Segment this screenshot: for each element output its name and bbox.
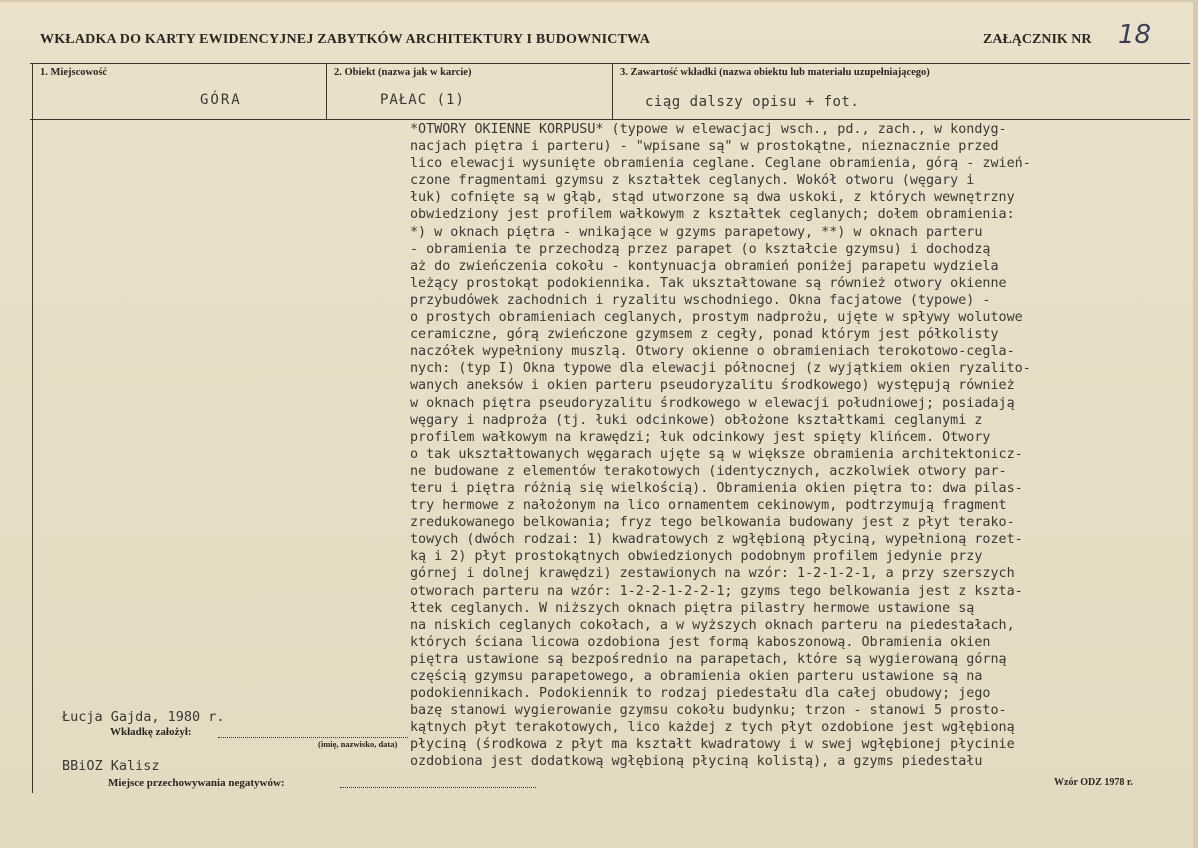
text-line: kątnych płyt terakotowych, lico każdej z tych płyt ozdobione jest wgłębioną — [410, 720, 1015, 736]
author-label: Wkładkę założył: — [110, 726, 192, 738]
text-line: nych: (typ I) Okna typowe dla elewacji północnej (z wyjątkiem okien ryzalito- — [410, 361, 1031, 377]
storage-line — [340, 787, 536, 788]
text-line: górnej i dolnej krawędzi) zestawionych na wzór: 1-2-1-2-1, a przy szerszych — [410, 566, 1015, 582]
text-line: naczółek wypełniony muszlą. Otwory okienne o obramieniach terokotowo-cegla- — [410, 344, 1015, 360]
text-line: piętra ustawione są bezpośrednio na parapetach, które są wygierowaną górną — [410, 651, 1007, 667]
author-value: Łucja Gajda, 1980 r. — [62, 709, 225, 725]
fields-rule — [30, 119, 1190, 120]
text-line: nacjach piętra i parteru) - "wpisane są" w prostokątne, nieznacznie przed — [410, 139, 999, 155]
text-line: wanych aneksów i okien parteru pseudoryzalitu środkowego) występują również — [410, 378, 1015, 394]
field-divider-1 — [326, 63, 327, 119]
object-value: PAŁAC (1) — [380, 92, 465, 108]
form-code: Wzór ODZ 1978 r. — [1054, 777, 1133, 788]
text-line: zredukowanego belkowania; fryz tego belkowania budowany jest z płyt terako- — [410, 515, 1015, 531]
text-line: - obramienia te przechodzą przez parapet (o kształcie gzymsu) i dochodzą — [410, 241, 991, 257]
locality-label: 1. Miejscowość — [40, 67, 108, 78]
text-line: łtek ceglanych. W niższych oknach piętra pilastry hermowe ustawione są — [410, 600, 975, 616]
storage-label: Miejsce przechowywania negatywów: — [108, 777, 285, 789]
text-line: aż do zwieńczenia cokołu - kontynuacja obramień poniżej parapetu wydziela — [410, 258, 999, 274]
text-line: o prostych obramieniach ceglanych, prostym nadprożu, ujęte w spływy wolutowe — [410, 310, 1023, 326]
text-line: o tak ukształtowanych węgarach ujęte są w większe obramienia architektonicz- — [410, 446, 1023, 462]
author-line — [218, 737, 408, 738]
text-line: profilem wałkowym na krawędzi; łuk odcinkowy jest spięty klińcem. Otwory — [410, 429, 991, 445]
text-line: *OTWORY OKIENNE KORPUSU* (typowe w elewacjacj wsch., pd., zach., w kondyg- — [410, 122, 1007, 137]
text-line: towych (dwóch rodzai: 1) kwadratowych z wgłębioną płyciną, wypełnioną rozet- — [410, 532, 1023, 548]
text-line: lico elewacji wysunięte obramienia ceglane. Ceglane obramienia, górą - zwień- — [410, 156, 1031, 172]
card-edge-right — [1193, 0, 1198, 848]
text-line: w oknach piętra pseudoryzalitu środkowego w elewacji południowej; posiadają — [410, 395, 1015, 411]
text-line: teru i piętra różnią się wielkością). Obramienia okien piętra to: dwa pilas- — [410, 480, 1023, 496]
card-edge-top — [0, 0, 1198, 2]
text-line: ne budowane z elementów terakotowych (identycznych, aczkolwiek otwory par- — [410, 463, 1007, 479]
text-line: ką i 2) płyt prostokątnych obwiedzionych podobnym profilem jedynie przy — [410, 549, 983, 565]
locality-value: GÓRA — [200, 92, 242, 108]
annex-number: 18 — [1118, 20, 1152, 50]
text-line: ozdobiona jest dodatkową wgłębioną płyciną kolistą), a gzyms piedestału — [410, 754, 983, 770]
text-line: *) w oknach piętra - wnikające w gzyms parapetowy, **) w oknach parteru — [410, 224, 983, 240]
text-line: płyciną (środkowa z płyt ma kształt kwadratowy i w swej wgłębionej płycinie — [410, 737, 1015, 753]
text-line: łuk) cofnięte są w głąb, stąd utworzone są dwa uskoki, z których wewnętrzny — [410, 190, 1015, 206]
text-line: podokiennikach. Podokiennik to rodzaj piedestału dla całej obudowy; jego — [410, 686, 991, 702]
description-text — [410, 121, 1170, 771]
header-rule — [30, 63, 1190, 64]
contents-value: ciąg dalszy opisu + fot. — [645, 94, 860, 110]
text-line: przybudówek zachodnich i ryzalitu wschodniego. Okna facjatowe (typowe) - — [410, 292, 991, 308]
author-hint: (imię, nazwisko, data) — [318, 739, 398, 749]
text-line: otworach parteru na wzór: 1-2-2-1-2-2-1; gzyms tego belkowania jest z kszta- — [410, 583, 1023, 599]
text-line: ceramiczne, górą zwieńczone gzymsem z cegły, ponad którym jest półkolisty — [410, 327, 999, 343]
object-label: 2. Obiekt (nazwa jak w karcie) — [334, 67, 472, 78]
text-line: czone fragmentami gzymsu z kształtek ceglanych. Wokół otworu (węgary i — [410, 173, 975, 189]
text-line: których ściana licowa ozdobiona jest formą kaboszonową. Obramienia okien — [410, 634, 991, 650]
field-divider-2 — [612, 63, 613, 119]
annex-label: ZAŁĄCZNIK NR — [983, 32, 1092, 47]
text-line: częścią gzymsu parapetowego, a obramienia okien parteru ustawione są na — [410, 669, 983, 684]
text-line: na niskich ceglanych cokołach, a w wyższych oknach parteru na piedestałach, — [410, 617, 1015, 633]
form-title: WKŁADKA DO KARTY EWIDENCYJNEJ ZABYTKÓW ARCHITEKTURY I BUDOWNICTWA — [40, 32, 651, 47]
text-line: węgary i nadproża (tj. łuki odcinkowe) obłożone kształtkami ceglanymi z — [410, 412, 983, 428]
text-line: obwiedziony jest profilem wałkowym z kształtek ceglanych; dołem obramienia: — [410, 207, 1015, 223]
contents-label: 3. Zawartość wkładki (nazwa obiektu lub materiału uzupełniającego) — [620, 67, 930, 78]
text-line: leżący prostokąt podokiennika. Tak ukształtowane są również otwory okienne — [410, 275, 1007, 291]
text-line: try hermowe z nałożonym na lico ornamentem cekinowym, podtrzymują fragment — [410, 498, 1007, 514]
text-line: bazę stanowi wygierowanie gzymsu cokołu budynku; trzon - stanowi 5 prosto- — [410, 703, 1007, 719]
left-margin-rule — [32, 63, 33, 793]
storage-value: BBiOZ Kalisz — [62, 758, 160, 774]
